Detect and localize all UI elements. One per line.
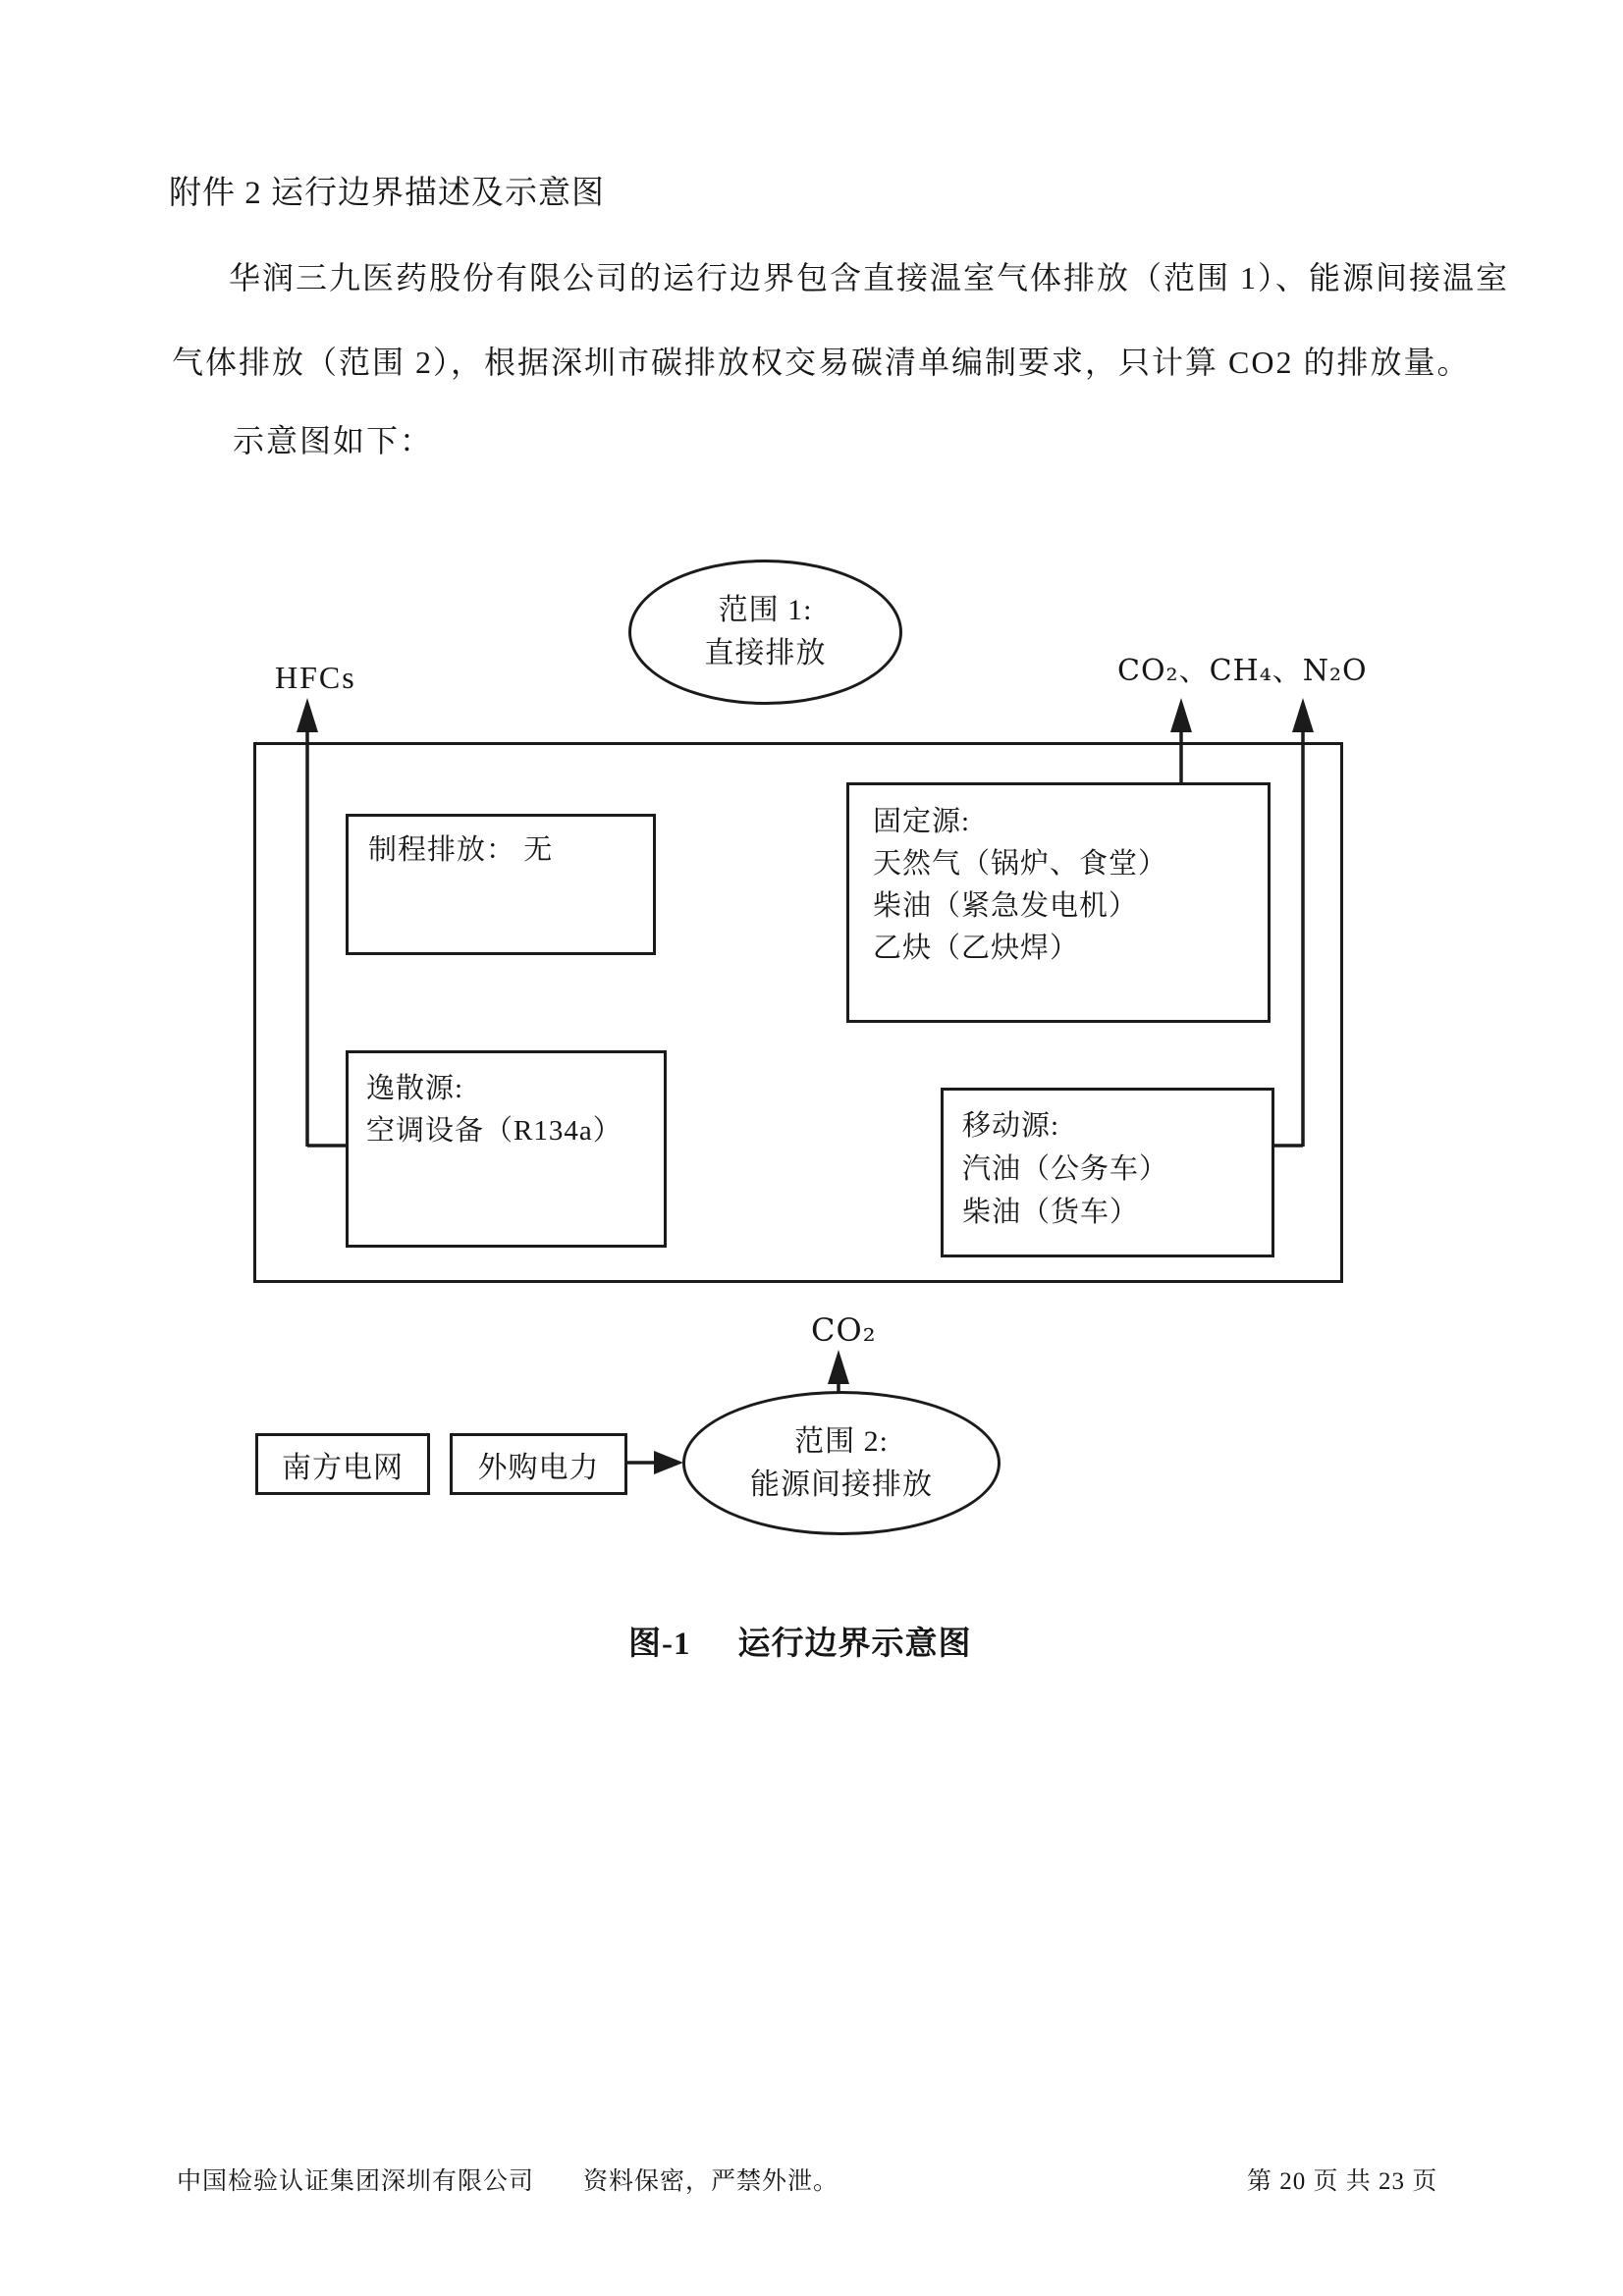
stationary-source-box <box>846 782 1271 1023</box>
scope1-ellipse <box>628 560 902 705</box>
co2-arrowhead <box>828 1350 849 1384</box>
co2-ch4-arrowhead <box>1170 698 1192 732</box>
purchased-power-box <box>450 1433 627 1495</box>
co2-ch4-n2o-label: CO₂、CH₄、N₂O <box>1117 654 1368 688</box>
scope1-line1: 范围 1: <box>718 594 813 626</box>
footer-page-number: 第 20 页 共 23 页 <box>1247 2168 1438 2195</box>
purchased-power-text: 外购电力 <box>477 1451 600 1484</box>
mobile-source-line: 柴油（货车） <box>962 1197 1140 1228</box>
co2-label: CO₂ <box>811 1311 877 1349</box>
paragraph-line-2: 气体排放（范围 2），根据深圳市碳排放权交易碳清单编制要求，只计算 CO2 的排放量。 <box>172 345 1471 380</box>
figure-caption-text: 运行边界示意图 <box>737 1627 972 1662</box>
purchased-power-arrowhead <box>654 1451 683 1474</box>
figure-caption-label: 图-1 <box>628 1627 691 1662</box>
process-emission-box <box>346 814 656 955</box>
hfcs-arrowhead <box>297 698 318 732</box>
scope1-line2: 直接排放 <box>704 637 827 669</box>
mobile-source-box <box>941 1088 1274 1257</box>
grid-box <box>255 1433 430 1495</box>
stationary-source-line: 乙炔（乙炔焊） <box>873 933 1080 964</box>
fugitive-source-title: 逸散源: <box>366 1073 464 1104</box>
figure-caption <box>628 1618 972 1664</box>
footer-company: 中国检验认证集团深圳有限公司 <box>177 2168 535 2195</box>
stationary-source-title: 固定源: <box>873 806 971 837</box>
stationary-source-line: 柴油（紧急发电机） <box>873 890 1139 922</box>
scope2-line2: 能源间接排放 <box>750 1468 933 1501</box>
mobile-source-line: 汽油（公务车） <box>962 1153 1169 1185</box>
paragraph-line-1: 华润三九医药股份有限公司的运行边界包含直接温室气体排放（范围 1）、能源间接温室 <box>229 260 1510 295</box>
n2o-arrowhead <box>1292 698 1314 732</box>
grid-box-text: 南方电网 <box>282 1451 404 1484</box>
hfcs-label: HFCs <box>275 660 356 695</box>
mobile-source-title: 移动源: <box>962 1110 1060 1142</box>
scope2-ellipse <box>682 1391 1001 1535</box>
paragraph-line-3: 示意图如下： <box>233 423 434 458</box>
footer-confidential: 资料保密，严禁外泄。 <box>583 2168 839 2195</box>
scope2-line1: 范围 2: <box>794 1424 889 1458</box>
fugitive-source-line: 空调设备（R134a） <box>366 1115 622 1147</box>
page-title: 附件 2 运行边界描述及示意图 <box>169 176 605 211</box>
stationary-source-line: 天然气（锅炉、食堂） <box>873 848 1168 880</box>
process-emission-text: 制程排放： 无 <box>368 834 554 866</box>
fugitive-source-box <box>346 1050 667 1248</box>
